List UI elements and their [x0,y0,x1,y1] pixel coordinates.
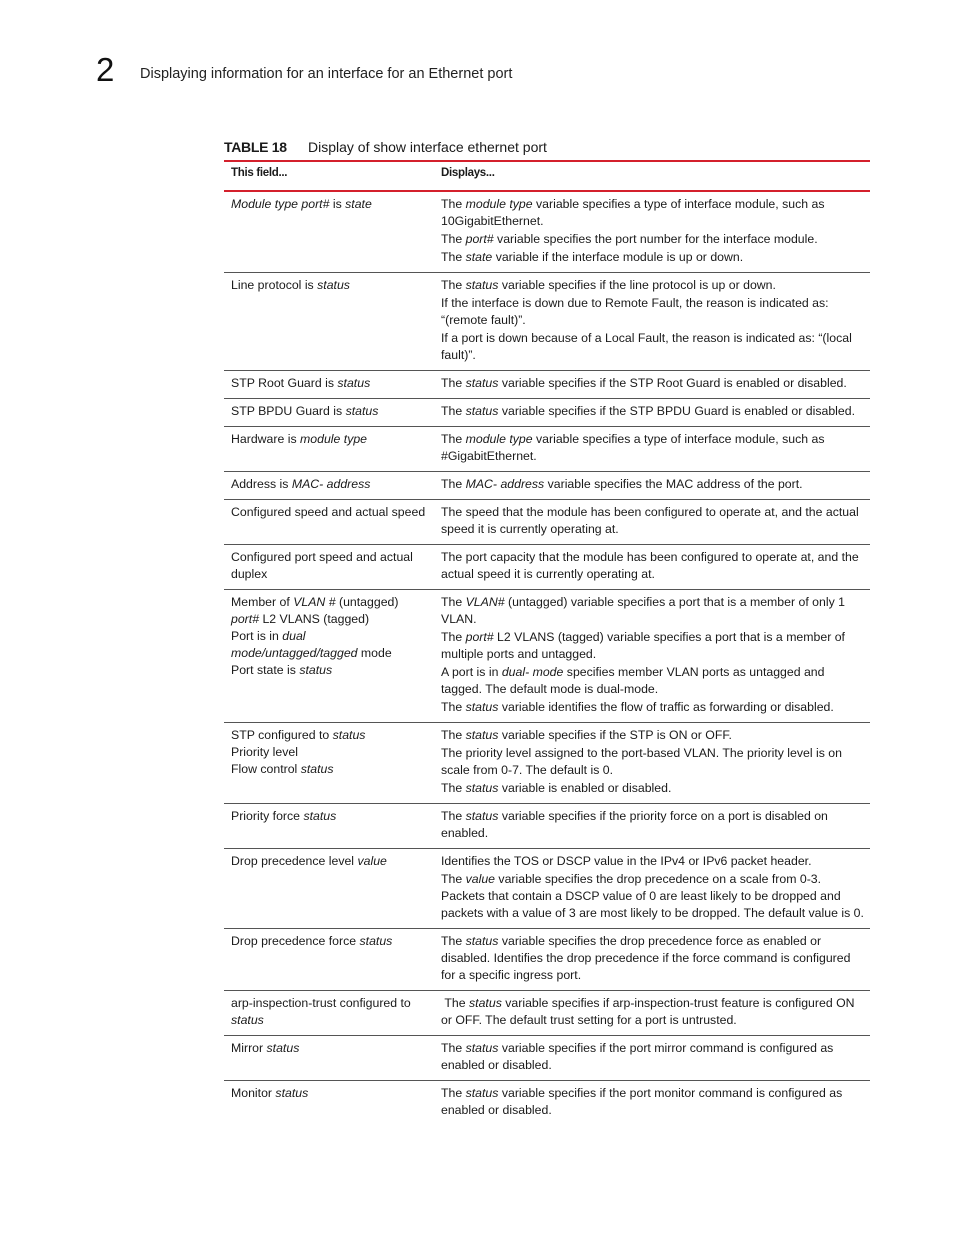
display-text: The status variable is enabled or disabled. [441,781,672,795]
table-row [224,399,870,427]
field-text: Line protocol is status [231,278,350,292]
field-cell [224,991,434,1035]
display-cell [434,804,870,848]
display-cell [434,1081,870,1125]
chapter-number: 2 [96,51,115,88]
field-cell [224,427,434,471]
field-text: Drop precedence force status [231,934,393,948]
column-header-displays: Displays... [441,167,495,179]
column-header-field: This field... [231,167,288,179]
table-body [224,192,870,1125]
field-cell [224,273,434,370]
display-cell [434,427,870,471]
field-text: Drop precedence level value [231,854,387,868]
table-header-row [224,162,870,192]
field-text: Port is in dual mode/untagged/tagged mode [231,629,392,660]
display-text: The status variable identifies the flow of traffic as forwarding or disabled. [441,700,834,714]
table-row [224,590,870,723]
display-text: The module type variable specifies a type of interface module, such as 10GigabitEthernet. [441,197,825,228]
field-text: Configured port speed and actual duplex [231,550,413,581]
display-cell [434,991,870,1035]
field-text: Member of VLAN # (untagged) [231,595,399,609]
table-row [224,500,870,545]
field-cell [224,723,434,803]
display-text: The VLAN# (untagged) variable specifies a port that is a member of only 1 VLAN. [441,595,845,626]
display-text: The status variable specifies if the port mirror command is configured as enabled or disabled. [441,1041,834,1072]
field-cell [224,1036,434,1080]
display-text: The status variable specifies if the port monitor command is configured as enabled or disabled. [441,1086,843,1117]
display-cell [434,723,870,803]
display-text: The value variable specifies the drop precedence on a scale from 0-3. Packets that contain a DSCP value of 0 are least likely to be dropped and packets with a value of 3 are most likely to be dropped. The default value is 0. [441,872,864,920]
table-row [224,427,870,472]
table-row [224,929,870,991]
display-text: If the interface is down due to Remote Fault, the reason is indicated as: “(remote fault)”. [441,296,829,327]
display-cell [434,849,870,928]
display-text: The priority level assigned to the port-based VLAN. The priority level is on scale from 0-7. The default is 0. [441,746,842,777]
table-row [224,849,870,929]
table-caption [224,138,870,156]
field-text: Flow control status [231,762,334,776]
display-text: The status variable specifies the drop precedence force as enabled or disabled. Identifies the drop precedence if the force command is configured for a specific ingress port. [441,934,851,982]
field-cell [224,590,434,722]
table-row [224,723,870,804]
display-cell [434,472,870,499]
field-text: Port state is status [231,663,333,677]
field-text: Address is MAC- address [231,477,371,491]
field-cell [224,929,434,990]
display-text: The speed that the module has been configured to operate at, and the actual speed it is currently operating at. [441,505,859,536]
field-text: Monitor status [231,1086,309,1100]
table-row [224,1036,870,1081]
display-text: The port# variable specifies the port number for the interface module. [441,232,818,246]
field-text: STP configured to status [231,728,366,742]
display-text: The port capacity that the module has been configured to operate at, and the actual speed it is currently operating at. [441,550,859,581]
field-text: STP Root Guard is status [231,376,371,390]
field-text: Priority force status [231,809,337,823]
display-text: Identifies the TOS or DSCP value in the IPv4 or IPv6 packet header. [441,854,812,868]
field-cell [224,192,434,272]
display-text: The status variable specifies if the STP BPDU Guard is enabled or disabled. [441,404,855,418]
display-text: The status variable specifies if the line protocol is up or down. [441,278,776,292]
table-row [224,545,870,590]
display-text: The module type variable specifies a type of interface module, such as #GigabitEthernet. [441,432,825,463]
display-cell [434,545,870,589]
field-text: arp-inspection-trust configured to status [231,996,411,1027]
table-row [224,804,870,849]
display-cell [434,192,870,272]
field-cell [224,804,434,848]
field-text: STP BPDU Guard is status [231,404,379,418]
display-cell [434,590,870,722]
field-text: Module type port# is state [231,197,372,211]
display-text: The status variable specifies if the STP is ON or OFF. [441,728,732,742]
display-cell [434,1036,870,1080]
display-text: The state variable if the interface module is up or down. [441,250,744,264]
display-cell [434,929,870,990]
field-text: Configured speed and actual speed [231,505,426,519]
field-cell [224,371,434,398]
field-cell [224,472,434,499]
display-cell [434,273,870,370]
display-text: The port# L2 VLANS (tagged) variable specifies a port that is a member of multiple ports and untagged. [441,630,845,661]
field-text: Priority level [231,745,298,759]
field-cell [224,849,434,928]
field-cell [224,545,434,589]
table-row [224,991,870,1036]
field-cell [224,399,434,426]
table-row [224,371,870,399]
field-cell [224,500,434,544]
table-title: Display of show interface ethernet port [308,139,547,155]
display-text: The status variable specifies if arp-inspection-trust feature is configured ON or OFF. The default trust setting for a port is untrusted. [441,996,855,1027]
display-text: The status variable specifies if the STP Root Guard is enabled or disabled. [441,376,847,390]
table-row [224,192,870,273]
table-row [224,273,870,371]
display-cell [434,371,870,398]
display-text: A port is in dual- mode specifies member VLAN ports as untagged and tagged. The default mode is dual-mode. [441,665,825,696]
field-text: port# L2 VLANS (tagged) [231,612,370,626]
display-text: The MAC- address variable specifies the MAC address of the port. [441,477,803,491]
table-row [224,472,870,500]
field-text: Hardware is module type [231,432,368,446]
display-text: If a port is down because of a Local Fault, the reason is indicated as: “(local fault)”. [441,331,852,362]
display-text: The status variable specifies if the priority force on a port is disabled on enabled. [441,809,828,840]
display-cell [434,500,870,544]
running-title: Displaying information for an interface for an Ethernet port [140,66,513,82]
table-row [224,1081,870,1125]
field-cell [224,1081,434,1125]
field-description-table [224,160,870,1125]
table-label: TABLE 18 [224,139,287,155]
display-cell [434,399,870,426]
field-text: Mirror status [231,1041,300,1055]
